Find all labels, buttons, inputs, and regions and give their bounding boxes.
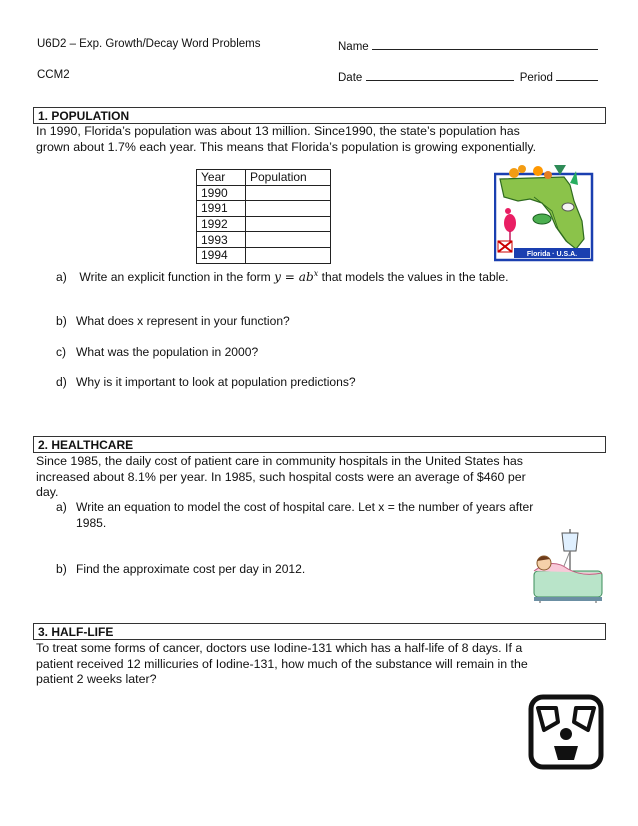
healthcare-section-header xyxy=(33,436,606,453)
population-title: 1. POPULATION xyxy=(38,109,130,123)
table-cell-population[interactable] xyxy=(246,201,331,217)
halflife-problem xyxy=(36,641,596,688)
table-cell-year: 1994 xyxy=(197,247,246,263)
question-label: a) xyxy=(56,270,67,285)
florida-map-illustration xyxy=(494,161,594,263)
question-label: a) xyxy=(56,500,67,514)
name-blank[interactable] xyxy=(372,38,598,50)
question-text-continued: 1985. xyxy=(76,515,107,530)
math-expression xyxy=(274,270,318,284)
worksheet-title: U6D2 – Exp. Growth/Decay Word Problems xyxy=(37,38,261,50)
course-label: CCM2 xyxy=(37,69,70,81)
table-cell-year: 1990 xyxy=(197,185,246,201)
question-text: What was the population in 2000? xyxy=(76,345,259,359)
date-label: Date xyxy=(338,72,363,84)
question-text-after: that models the values in the table. xyxy=(321,270,509,285)
healthcare-question-a xyxy=(56,500,606,531)
table-header-population: Population xyxy=(246,170,331,186)
table-cell-year: 1991 xyxy=(197,201,246,217)
radiation-icon xyxy=(528,694,604,770)
population-question-b xyxy=(56,314,290,330)
table-cell-population[interactable] xyxy=(246,247,331,263)
date-blank[interactable] xyxy=(366,69,514,81)
question-text: Find the approximate cost per day in 2012. xyxy=(76,562,306,576)
table-cell-population[interactable] xyxy=(246,232,331,248)
table-cell-population[interactable] xyxy=(246,216,331,232)
halflife-title: 3. HALF-LIFE xyxy=(38,625,114,639)
table-cell-year: 1992 xyxy=(197,216,246,232)
population-section-header xyxy=(33,107,606,124)
population-question-d xyxy=(56,375,356,391)
period-blank[interactable] xyxy=(556,69,598,81)
question-text: Write an explicit function in the form xyxy=(79,270,271,285)
name-field[interactable] xyxy=(338,38,598,53)
healthcare-title: 2. HEALTHCARE xyxy=(38,438,134,452)
population-intro xyxy=(36,124,596,155)
healthcare-intro-line1: Since 1985, the daily cost of patient care in community hospitals in the United States has xyxy=(36,454,523,468)
halflife-line1: To treat some forms of cancer, doctors use Iodine-131 which has a half-life of 8 days. If a xyxy=(36,641,523,655)
healthcare-question-b xyxy=(56,562,305,578)
table-header-year: Year xyxy=(197,170,246,186)
table-row xyxy=(197,201,331,217)
table-row xyxy=(197,216,331,232)
table-row xyxy=(197,232,331,248)
question-text: What does x represent in your function? xyxy=(76,314,290,328)
question-label: b) xyxy=(56,314,67,328)
table-row xyxy=(197,185,331,201)
halflife-section-header xyxy=(33,623,606,640)
date-field[interactable] xyxy=(338,69,598,84)
period-label: Period xyxy=(519,72,553,84)
population-question-a xyxy=(56,266,509,286)
question-label: c) xyxy=(56,345,67,359)
healthcare-intro xyxy=(36,454,596,501)
healthcare-intro-line3: day. xyxy=(36,485,59,499)
table-row xyxy=(197,247,331,263)
population-question-c xyxy=(56,345,258,361)
table-cell-year: 1993 xyxy=(197,232,246,248)
question-text: Why is it important to look at population predictions? xyxy=(76,375,356,389)
question-text: Write an equation to model the cost of hospital care. Let x = the number of years after xyxy=(76,500,534,514)
halflife-line3: patient 2 weeks later? xyxy=(36,672,157,686)
hospital-patient-illustration xyxy=(532,527,604,603)
question-label: d) xyxy=(56,375,67,389)
healthcare-intro-line2: increased about 8.1% per year. In 1985, such hospital costs were an average of $460 per xyxy=(36,469,526,484)
table-cell-population[interactable] xyxy=(246,185,331,201)
name-label: Name xyxy=(338,41,369,53)
florida-caption: Florida · U.S.A. xyxy=(526,251,578,258)
math-exponent: x xyxy=(313,269,319,278)
table-header-row xyxy=(197,170,331,186)
population-table xyxy=(196,169,331,264)
question-label: b) xyxy=(56,562,67,576)
math-base: y = ab xyxy=(274,270,314,285)
halflife-line2: patient received 12 millicuries of Iodine-131, how much of the substance will remain in the xyxy=(36,656,528,671)
population-intro-line2: grown about 1.7% each year. This means that Florida’s population is growing exponentially. xyxy=(36,139,537,154)
population-intro-line1: In 1990, Florida’s population was about 13 million. Since1990, the state’s population has xyxy=(36,124,520,138)
